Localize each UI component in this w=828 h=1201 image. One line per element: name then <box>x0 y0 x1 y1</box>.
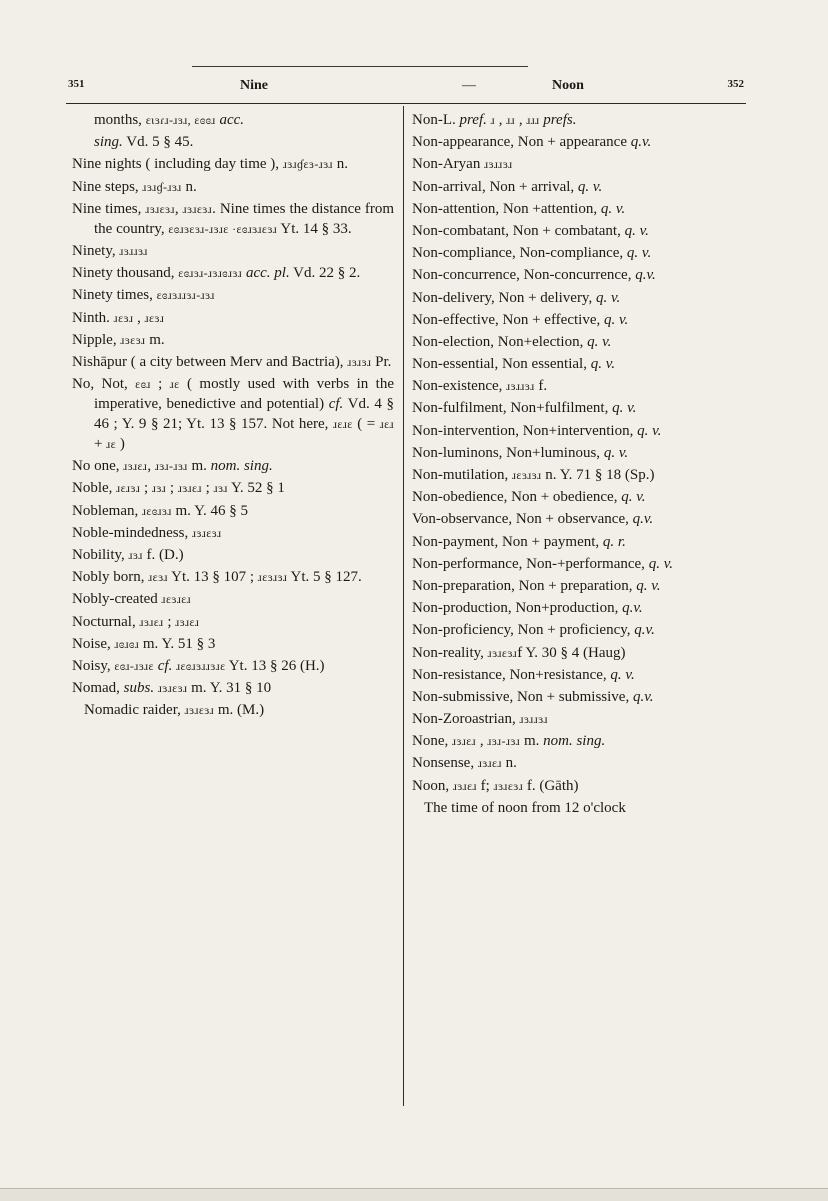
avestan-script: ɹɹɹ <box>526 113 540 127</box>
entry-text: , <box>515 112 527 128</box>
entry-text: m. Y. 31 § 10 <box>187 680 272 697</box>
dictionary-entry <box>412 465 736 485</box>
italic-text: q. v. <box>595 289 621 306</box>
entry-text: n. Y. 71 § 18 (Sp.) <box>541 467 655 483</box>
dictionary-entry <box>72 374 394 454</box>
avestan-script: ɹɜɹɛɹ <box>139 614 164 629</box>
entry-text: Nobility, <box>72 547 129 563</box>
entry-text: Vd. 22 § 2. <box>289 265 361 282</box>
entry-text: Non-delivery, Non + delivery, <box>412 289 596 306</box>
entry-text: Yt. 14 § 33. <box>277 220 352 237</box>
entry-text: Non-luminons, Non+luminous, <box>412 444 604 461</box>
dictionary-entry <box>412 709 736 729</box>
avestan-script: ɛɞɹɜɛɜɹ-ɹɜɹɛ ·ɛɞɹɜɹɛɜɹ <box>168 221 278 236</box>
top-rule <box>192 66 528 67</box>
avestan-script: ɹɜɹɛɜɹ <box>157 681 188 696</box>
entry-text: Nomadic raider, <box>84 702 185 719</box>
entry-text: ) <box>116 436 125 453</box>
italic-text: cf. <box>328 396 344 413</box>
avestan-script: ɹɛɞɹɜɹɹɜɹɛ <box>176 658 226 673</box>
entry-text: Noble-mindedness, <box>72 524 192 541</box>
entry-text: , <box>133 309 145 326</box>
entry-text: Non-proficiency, Non + proficiency, <box>412 622 635 639</box>
entry-text: ; <box>140 480 152 497</box>
italic-text: q.v. <box>635 267 656 284</box>
entry-text: ; <box>201 480 214 497</box>
italic-text: q. v. <box>590 356 616 373</box>
dictionary-entry <box>412 798 736 818</box>
entry-text: Nomad, <box>72 680 124 697</box>
entry-text: Non-existence, <box>412 378 507 395</box>
avestan-script: ɹɜɹɹɜɹ <box>484 157 513 172</box>
entry-text: Non-essential, Non essential, <box>412 356 591 373</box>
italic-text: q. v. <box>637 422 662 439</box>
dictionary-entry <box>412 376 736 396</box>
italic-text: q. v. <box>587 333 612 350</box>
entry-text: ( mostly used with verbs in the imperative, benedictive and potential) <box>94 376 394 413</box>
italic-text: q.v. <box>632 511 654 528</box>
entry-text: + <box>94 436 107 453</box>
avestan-script: ɹɜɹɛɜɹ <box>145 201 175 216</box>
dictionary-entry <box>72 330 394 350</box>
entry-text: ; <box>163 613 176 630</box>
dictionary-entry <box>412 443 736 463</box>
page-number-left: 351 <box>68 78 85 90</box>
entry-text: f; <box>476 777 494 794</box>
entry-text: Non-submissive, Non + submissive, <box>412 688 633 705</box>
entry-text: f. <box>534 378 548 395</box>
italic-text: q.v. <box>630 134 652 151</box>
entry-text: Nishāpur ( a city between Merv and Bactria), <box>72 353 348 370</box>
avestan-script: ɹɜɹɛɹ <box>177 481 202 496</box>
italic-text: q. v. <box>577 178 603 195</box>
italic-text: q. v. <box>604 311 629 328</box>
dictionary-entry <box>412 354 736 374</box>
entry-text: Non-concurrence, Non-concurrence, <box>412 267 636 284</box>
avestan-script: ɹɛɜɹɛɹ <box>161 592 192 607</box>
avestan-script: ɛɩɜɾɹ-ɹɜɹ, ɛɞɞɹ <box>145 113 216 127</box>
dictionary-entry <box>72 567 394 587</box>
entry-text: Non-production, Non+production, <box>412 600 623 617</box>
entry-text: Ninety thousand, <box>72 265 179 282</box>
entry-text: Non-intervention, Non+intervention, <box>412 422 638 439</box>
entry-text: , <box>174 200 183 217</box>
dictionary-entry <box>72 501 394 521</box>
right-column <box>412 110 736 820</box>
dictionary-entry <box>72 110 394 130</box>
dictionary-entry <box>72 177 394 197</box>
dictionary-entry <box>72 523 394 543</box>
avestan-script: ɹɛɹɛ <box>332 417 353 432</box>
entry-text: None, <box>412 733 452 750</box>
italic-text: sing. <box>94 134 123 151</box>
italic-text: q. v. <box>612 400 637 417</box>
entry-text: Noisy, <box>72 657 115 674</box>
italic-text: pref. <box>459 112 487 128</box>
dictionary-entry <box>72 263 394 283</box>
page-number-right: 352 <box>727 78 744 90</box>
avestan-script: ɛɞɹɜɹɹɜɹ-ɹɜɹ <box>156 288 215 303</box>
dictionary-entry <box>412 243 736 263</box>
entry-text: Nine nights ( including day time ), <box>72 156 283 173</box>
entry-text: Non-Aryan <box>412 156 485 173</box>
dictionary-entry <box>412 509 736 529</box>
entry-text: Von-observance, Non + observance, <box>412 511 633 528</box>
dictionary-entry <box>72 241 394 261</box>
avestan-script: ɹ <box>490 113 496 127</box>
italic-text: q.v. <box>634 622 655 639</box>
guide-word-left: Nine <box>240 78 268 93</box>
dictionary-entry <box>412 332 736 352</box>
entry-text: Non-performance, Non-+performance, <box>412 555 649 572</box>
dictionary-entry <box>412 576 736 596</box>
entry-text: Noise, <box>72 635 115 652</box>
dictionary-entry <box>72 154 394 174</box>
header-rule <box>66 103 746 104</box>
entry-text: n. <box>332 156 348 173</box>
entry-text: Nonsense, <box>412 755 478 772</box>
dictionary-entry <box>412 221 736 241</box>
italic-text: q. v. <box>626 245 652 262</box>
entry-text: Nobly born, <box>72 569 149 586</box>
italic-text: nom. sing. <box>543 733 606 750</box>
entry-text: Non-preparation, Non + preparation, <box>412 577 637 594</box>
italic-text: q. v. <box>621 489 646 506</box>
avestan-script: ɹɜɹɹɜɹ <box>506 379 535 394</box>
entry-text: , <box>495 112 507 128</box>
avestan-script: ɹɜɹɛɜɹ <box>191 525 222 540</box>
avestan-script: ɹɞɹɞɹ <box>114 636 140 651</box>
entry-text: Non-appearance, Non + appearance <box>412 134 631 151</box>
dictionary-entry <box>412 110 736 130</box>
dictionary-entry <box>412 532 736 552</box>
dictionary-entry <box>72 634 394 654</box>
entry-text: Ninety times, <box>72 287 157 304</box>
avestan-script: ɛɞɹ-ɹɜɹɛ <box>114 658 154 673</box>
italic-text: q. v. <box>648 555 673 572</box>
entry-text: Non-election, Non+election, <box>412 333 588 350</box>
avestan-script: ɹɜɹɛɹ <box>477 756 502 771</box>
entry-text: f. (Gāth) <box>523 777 579 794</box>
dictionary-entry <box>412 776 736 796</box>
entry-text: Ninety, <box>72 242 120 259</box>
entry-text: Y. 52 § 1 <box>227 480 285 497</box>
entry-text: ( = <box>352 416 380 433</box>
avestan-script: ɹɜɹ <box>213 481 228 496</box>
entry-text: n. <box>181 178 197 195</box>
header-separator: — <box>462 78 476 93</box>
italic-text: q.v. <box>632 688 654 705</box>
entry-text: Pr. <box>371 353 392 370</box>
italic-text: cf. <box>157 657 173 674</box>
entry-text: ; <box>150 376 170 393</box>
entry-text: Non-mutilation, <box>412 467 512 483</box>
avestan-script: ɹɛ <box>106 437 117 452</box>
avestan-script: ɹɛɞɹɜɹ <box>141 503 172 518</box>
avestan-script: ɹɜɹɛɹ <box>123 459 148 474</box>
entry-text: Nobly-created <box>72 591 162 608</box>
italic-text: acc. pl. <box>245 265 290 282</box>
left-column <box>72 110 394 723</box>
avestan-script: ɹɜɹɹɜɹ <box>119 243 148 258</box>
entry-text: m. (M.) <box>214 702 265 719</box>
dictionary-entry <box>412 154 736 174</box>
column-divider <box>403 106 404 1106</box>
entry-text: Yt. 13 § 26 (H.) <box>225 657 325 674</box>
entry-text: m. Y. 46 § 5 <box>171 502 249 519</box>
entry-text: Noble, <box>72 480 117 497</box>
italic-text: q. v. <box>636 577 661 594</box>
entry-text: Yt. 13 § 107 ; <box>167 569 258 586</box>
dictionary-entry <box>412 687 736 707</box>
entry-text: Nobleman, <box>72 502 142 519</box>
entry-text: Non-resistance, Non+resistance, <box>412 666 611 683</box>
avestan-script: ɹɜɹɛɹ <box>452 778 477 793</box>
dictionary-entry <box>72 678 394 698</box>
dictionary-entry <box>72 199 394 239</box>
entry-text: f Y. 30 § 4 (Haug) <box>517 644 626 661</box>
avestan-script: ɹɜɹɛɹ <box>452 734 477 749</box>
entry-text: , <box>476 733 488 750</box>
italic-text: subs. <box>123 680 155 697</box>
avestan-script: ɹɜɹɛɜɹ <box>493 778 524 793</box>
avestan-script: ɹɜɹɛɜɹ <box>184 703 215 718</box>
dictionary-entry <box>412 487 736 507</box>
page-bottom-edge <box>0 1188 828 1201</box>
entry-text: Non-compliance, Non-compliance, <box>412 245 627 262</box>
entry-text: Non-effective, Non + effective, <box>412 311 604 328</box>
dictionary-entry <box>412 620 736 640</box>
entry-text: No, Not, <box>72 376 136 393</box>
dictionary-entry <box>412 132 736 152</box>
avestan-script: ɹɜɹɹɜɹ <box>519 712 548 727</box>
italic-text: q. v. <box>600 200 626 217</box>
running-header <box>68 78 744 100</box>
entry-text: Nine steps, <box>72 178 143 195</box>
entry-text: Non-L. <box>412 112 460 128</box>
avestan-script: ɹɜɹ-ɹɜɹ <box>487 734 521 749</box>
entry-text: Non-Zoroastrian, <box>412 711 520 728</box>
dictionary-entry <box>412 310 736 330</box>
italic-text: prefs. <box>543 112 577 128</box>
avestan-script: ɹɜɹɠ-ɹɜɹ <box>142 179 182 194</box>
entry-text: f. (D.) <box>142 547 184 563</box>
entry-text: Vd. 5 § 45. <box>122 134 194 151</box>
avestan-script: ɹɜɹɛɜɹ <box>487 645 518 660</box>
avestan-script: ɹɛɹ <box>379 417 394 432</box>
dictionary-entry <box>412 731 736 751</box>
entry-text: Nipple, <box>72 331 121 348</box>
entry-text: Ninth. <box>72 309 114 326</box>
dictionary-entry <box>72 478 394 498</box>
dictionary-entry <box>412 554 736 574</box>
entry-text: , <box>147 458 155 475</box>
dictionary-entry <box>72 656 394 676</box>
entry-text: Non-combatant, Non + combatant, <box>412 222 625 239</box>
italic-text: q. r. <box>602 533 626 550</box>
entry-text: Yt. 5 § 127. <box>287 569 362 586</box>
entry-text: Nocturnal, <box>72 613 140 630</box>
dictionary-entry <box>412 199 736 219</box>
entry-text: n. <box>501 755 517 772</box>
entry-text: Non-arrival, Non + arrival, <box>412 178 578 195</box>
dictionary-entry <box>72 132 394 152</box>
dictionary-entry <box>412 265 736 285</box>
avestan-script: ɹɜɹ-ɹɜɹ <box>154 459 188 474</box>
avestan-script: ɹɜɹɠɛɜ-ɹɜɹ <box>282 157 333 172</box>
entry-text: Non-obedience, Non + obedience, <box>412 489 622 506</box>
avestan-script: ɹɛɜɹ <box>148 570 168 585</box>
avestan-script: ɹɜɹɜɹ <box>347 354 372 369</box>
italic-text: q. v. <box>603 444 629 461</box>
dictionary-entry <box>72 308 394 328</box>
entry-text: m. Y. 51 § 3 <box>139 635 216 652</box>
entry-text: Nine times, <box>72 200 146 217</box>
dictionary-entry <box>72 352 394 372</box>
italic-text: q. v. <box>624 222 649 239</box>
avestan-script: ɹɜɹɛɜɹ <box>182 201 213 216</box>
entry-text: Vd. 4 § 46 ; Y. 9 § 21; Yt. 13 § 157. Not here, <box>94 396 394 433</box>
entry-text: Non-reality, <box>412 644 488 661</box>
avestan-script: ɹɛɜɹ <box>144 310 165 325</box>
entry-text: Non-attention, Non +attention, <box>412 200 601 217</box>
avestan-script: ɹɛɜɹ <box>113 310 134 325</box>
dictionary-entry <box>412 421 736 441</box>
avestan-script: ɹɛ <box>169 377 180 392</box>
italic-text: q.v. <box>622 600 643 617</box>
entry-text: m. <box>187 458 211 475</box>
avestan-script: ɹɜɹ <box>151 481 167 496</box>
avestan-script: ɹɜɹɛɹ <box>175 614 200 629</box>
dictionary-entry <box>412 753 736 773</box>
entry-text: m. <box>145 331 165 348</box>
dictionary-entry <box>412 643 736 663</box>
entry-text: Noon, <box>412 777 453 794</box>
dictionary-entry <box>72 589 394 609</box>
entry-text: ; <box>166 480 178 497</box>
dictionary-entry <box>72 700 394 720</box>
avestan-script: ɹɜɛɜɹ <box>120 332 146 347</box>
dictionary-entry <box>412 665 736 685</box>
entry-text: Non-payment, Non + payment, <box>412 533 603 550</box>
dictionary-entry <box>72 456 394 476</box>
dictionary-entry <box>412 398 736 418</box>
italic-text: q. v. <box>610 666 635 683</box>
italic-text: nom. sing. <box>210 458 273 475</box>
avestan-script: ɛɞɹ <box>135 377 151 392</box>
dictionary-entry <box>412 288 736 308</box>
dictionary-entry <box>72 612 394 632</box>
entry-text: The time of noon from 12 o'clock <box>424 799 626 816</box>
entry-text: No one, <box>72 458 124 475</box>
italic-text: acc. <box>219 112 245 128</box>
dictionary-entry <box>412 598 736 618</box>
avestan-script: ɹɛɹɜɹ <box>116 481 141 496</box>
dictionary-entry <box>72 545 394 565</box>
avestan-script: ɹɛɜɹɜɹ <box>257 570 288 585</box>
entry-text: Non-fulfilment, Non+fulfilment, <box>412 400 613 417</box>
avestan-script: ɹɛɜɹɜɹ <box>512 468 542 482</box>
dictionary-entry <box>412 177 736 197</box>
entry-text: m. <box>520 733 544 750</box>
dictionary-entry <box>72 285 394 305</box>
entry-text: . Nine times the distance from the country, <box>94 200 395 237</box>
guide-word-right: Noon <box>552 78 584 93</box>
entry-text: months, <box>94 112 146 128</box>
avestan-script: ɹɹ <box>506 113 516 127</box>
avestan-script: ɛɞɹɜɹ-ɹɜɹɞɹɜɹ <box>178 266 243 281</box>
avestan-script: ɹɜɹ <box>128 548 143 562</box>
